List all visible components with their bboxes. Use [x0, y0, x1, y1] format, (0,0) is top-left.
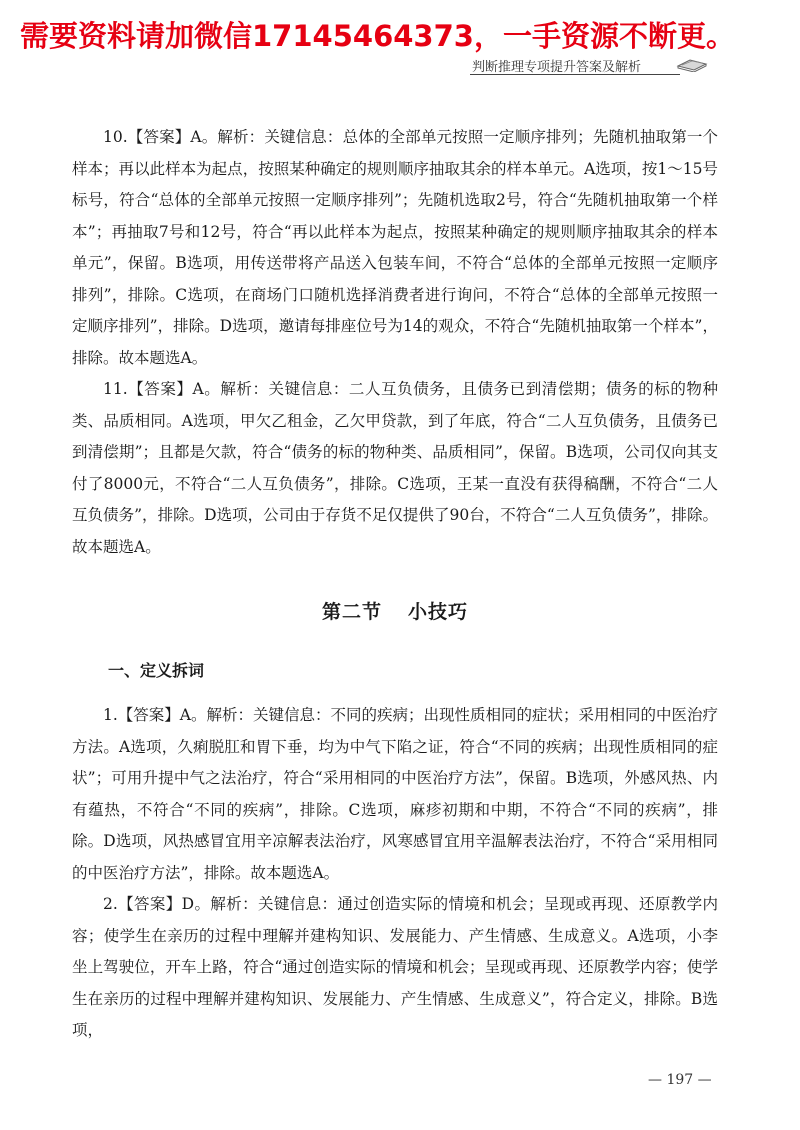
- section-title: [72, 597, 718, 629]
- section-title-name: 小技巧: [408, 601, 469, 623]
- answer-paragraph-2: 2.【答案】D。解析：关键信息：通过创造实际的情境和机会；呈现或再现、还原教学内容；使学生在亲历的过程中理解并建构知识、发展能力、产生情感、生成意义。A选项，小李坐上驾驶位，开车上路，符合“通过创造实际的情境和机会；呈现或再现、还原教学内容；使学生在亲历的过程中理解并建构知识、发展能力、产生情感、生成意义”，符合定义，排除。B选项，: [72, 895, 718, 1039]
- answer-paragraph-10: 10.【答案】A。解析：关键信息：总体的全部单元按照一定顺序排列；先随机抽取第一个样本；再以此样本为起点，按照某种确定的规则顺序抽取其余的样本单元。A选项，按1～15号标号，符合“总体的全部单元按照一定顺序排列”；先随机选取2号，符合“先随机抽取第一个样本”；再抽取7号和12号，符合“再以此样本为起点，按照某种确定的规则顺序抽取其余的样本单元”，保留。B选项，用传送带将产品送入包装车间，不符合“总体的全部单元按照一定顺序排列”，排除。C选项，在商场门口随机选择消费者进行询问，不符合“总体的全部单元按照一定顺序排列”，排除。D选项，邀请每排座位号为14的观众，不符合“先随机抽取第一个样本”，排除。故本题选A。: [72, 128, 718, 367]
- section-title-number: 第二节: [321, 601, 382, 623]
- header-rule: [470, 74, 680, 75]
- book-icon: [676, 50, 708, 72]
- watermark-banner: 需要资料请加微信17145464373，一手资源不断更。: [20, 19, 735, 53]
- subsection-heading: 一、定义拆词: [108, 660, 205, 680]
- running-header: 判断推理专项提升答案及解析: [472, 60, 642, 75]
- page-body: [72, 122, 718, 1047]
- answer-paragraph-11: 11.【答案】A。解析：关键信息：二人互负债务，且债务已到清偿期；债务的标的物种类、品质相同。A选项，甲欠乙租金，乙欠甲贷款，到了年底，符合“二人互负债务，且债务已到清偿期”；且都是欠款，符合“债务的标的物种类、品质相同”，保留。B选项，公司仅向其支付了8000元，不符合“二人互负债务”，排除。C选项，王某一直没有获得稿酬，不符合“二人互负债务”，排除。D选项，公司由于存货不足仅提供了90台，不符合“二人互负债务”，排除。故本题选A。: [72, 380, 718, 556]
- answer-paragraph-1: 1.【答案】A。解析：关键信息：不同的疾病；出现性质相同的症状；采用相同的中医治疗方法。A选项，久痢脱肛和胃下垂，均为中气下陷之证，符合“不同的疾病；出现性质相同的症状”；可用升提中气之法治疗，符合“采用相同的中医治疗方法”，保留。B选项，外感风热、内有蕴热，不符合“不同的疾病”，排除。C选项，麻疹初期和中期，不符合“不同的疾病”，排除。D选项，风热感冒宜用辛凉解表法治疗，风寒感冒宜用辛温解表法治疗，不符合“采用相同的中医治疗方法”，排除。故本题选A。: [72, 706, 718, 882]
- page-number: — 197 —: [648, 1072, 712, 1088]
